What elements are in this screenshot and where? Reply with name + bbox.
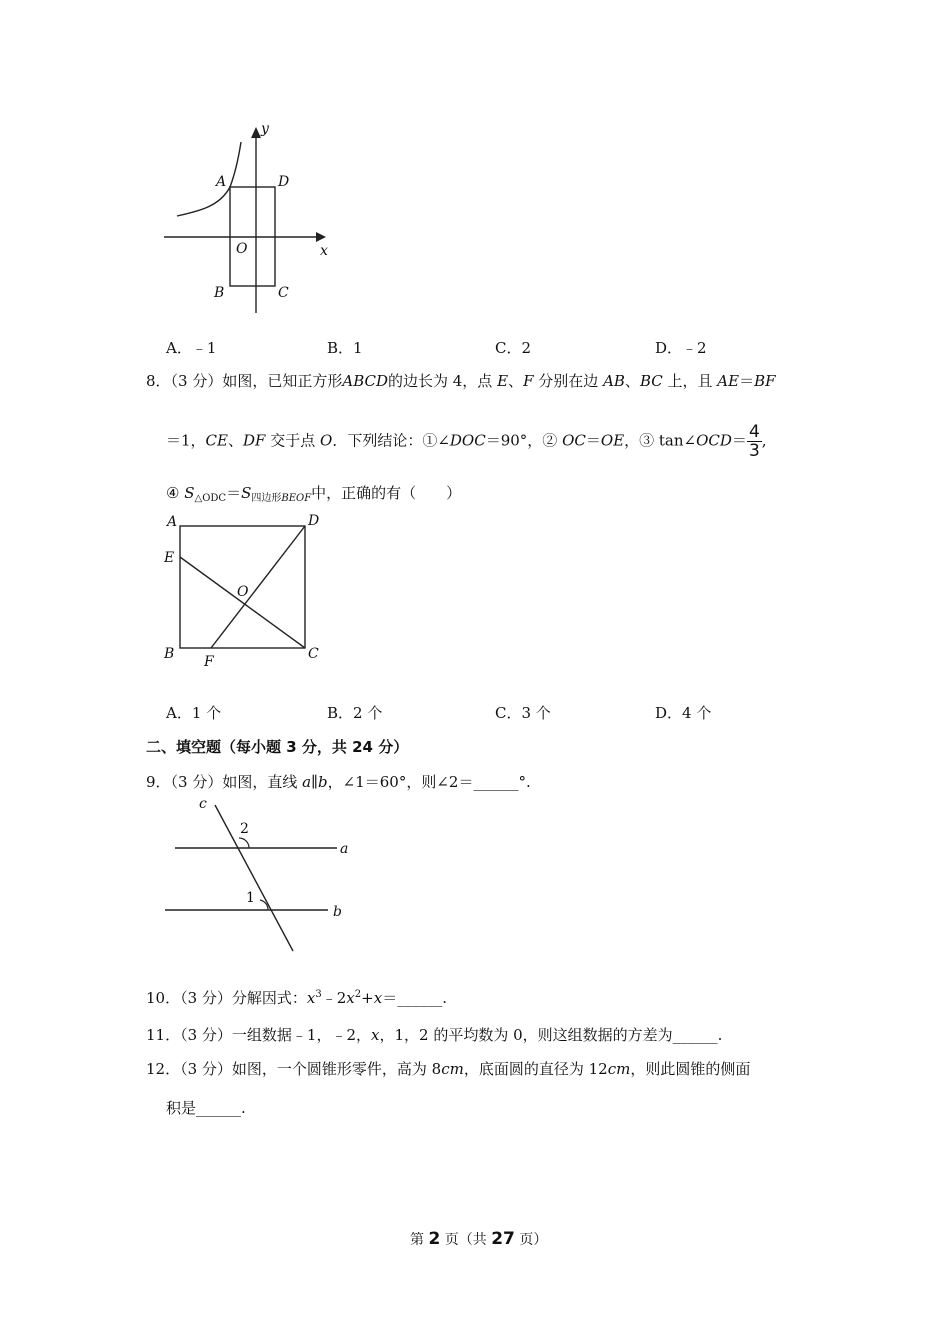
q8-text: ＝	[226, 484, 242, 502]
q8-option-d: D．4 个	[655, 704, 712, 722]
q8-text: 上，且	[667, 372, 713, 390]
q8-var: ABCD	[342, 372, 388, 390]
fraction-4-3	[747, 423, 762, 460]
hyperbola-curve	[177, 142, 241, 216]
label-c: C	[278, 285, 289, 301]
label-b: b	[333, 904, 342, 920]
footer-page-number: 2	[428, 1229, 441, 1249]
q8-var: BF	[754, 372, 776, 390]
label-d: D	[308, 513, 320, 529]
y-axis-arrow	[251, 127, 261, 138]
q8-text: 、	[624, 372, 640, 390]
q8-text: ＝	[731, 431, 747, 450]
q8-text: 分别在边	[538, 372, 599, 390]
footer-text: 页）	[519, 1232, 548, 1248]
q8-var: S	[184, 484, 195, 502]
q8-subscript: 四边形	[251, 493, 282, 504]
q11-text: 11．（3 分）一组数据﹣1，﹣2，	[146, 1026, 371, 1044]
label-c: c	[199, 796, 207, 812]
label-a: A	[167, 514, 178, 530]
segment-df	[211, 526, 305, 648]
q8-var: OCD	[696, 431, 732, 450]
q12-unit: cm	[607, 1060, 631, 1078]
q8-var: O	[320, 431, 333, 450]
label-d: D	[278, 174, 290, 190]
q7-option-c: C．2	[495, 339, 532, 357]
q8-var: E	[497, 372, 509, 390]
x-axis-arrow	[316, 232, 326, 242]
q8-subscript: △ODC	[194, 493, 227, 504]
q8-var: CE	[205, 431, 228, 450]
q9-figure	[155, 795, 365, 955]
q10-exponent: 2	[354, 989, 362, 1000]
angle-2-arc	[239, 838, 249, 848]
q10-text: ＝______.	[382, 989, 447, 1007]
q8-var: DOC	[449, 431, 486, 450]
q10-text: 10．（3 分）分解因式：	[146, 989, 307, 1007]
page-footer	[410, 1229, 547, 1249]
q12-line-2: 积是______.	[166, 1099, 246, 1117]
q8-text: 的边长为 4，点	[388, 372, 493, 390]
q9-text: 9．（3 分）如图，直线	[146, 773, 298, 791]
q8-text: ,	[761, 431, 767, 450]
q8-var: F	[523, 372, 534, 390]
q8-var: OE	[600, 431, 625, 450]
label-b: B	[214, 285, 225, 301]
q8-option-c: C．3 个	[495, 704, 551, 722]
q8-figure	[155, 508, 335, 673]
q8-text: ④	[166, 484, 180, 502]
q12-line-1	[146, 1058, 750, 1079]
q7-option-d: D．﹣2	[655, 339, 707, 357]
q10-text: +	[361, 989, 374, 1007]
label-c: C	[308, 646, 319, 662]
label-a: a	[340, 841, 349, 857]
q7-figure	[150, 115, 350, 320]
q10-var: x	[306, 989, 316, 1007]
transversal-c	[215, 805, 293, 951]
label-o: O	[236, 241, 248, 257]
footer-total-pages: 27	[491, 1229, 515, 1249]
q8-var: BC	[639, 372, 663, 390]
q12-text: ，底面圆的直径为 12	[463, 1060, 608, 1078]
q10-text: ﹣2	[321, 989, 347, 1007]
q7-option-a: A．﹣1	[166, 339, 217, 357]
q8-text: ，③ tan∠	[624, 431, 697, 450]
segment-ce	[180, 557, 305, 648]
q8-var: S	[241, 484, 252, 502]
q11-var: x	[371, 1026, 380, 1044]
q8-line-3	[166, 482, 461, 504]
q8-text: ＝	[739, 372, 755, 390]
q9-text: ，∠1＝60°，则∠2＝______°.	[327, 773, 531, 791]
q8-text: ＝1，	[166, 431, 206, 450]
q10-line	[146, 987, 447, 1008]
q12-text: 12．（3 分）如图，一个圆锥形零件，高为 8	[146, 1060, 442, 1078]
label-a: A	[216, 174, 227, 190]
fraction-numerator: 4	[748, 422, 760, 442]
label-angle-2: 2	[240, 821, 249, 837]
q8-var: AE	[717, 372, 740, 390]
q10-exponent: 3	[315, 989, 322, 1000]
footer-text: 第	[410, 1232, 424, 1248]
q8-var: AB	[603, 372, 625, 390]
q11-line	[146, 1024, 722, 1045]
fraction-denominator: 3	[748, 441, 760, 461]
q8-text: ．下列结论：①∠	[332, 431, 450, 450]
label-b: B	[164, 646, 175, 662]
q8-line-1	[146, 370, 776, 391]
label-y: y	[261, 121, 269, 137]
q8-text: 中，正确的有（ ）	[311, 484, 462, 502]
q7-option-b: B．1	[327, 339, 363, 357]
q8-text: 交于点	[270, 431, 316, 450]
q8-option-b: B．2 个	[327, 704, 383, 722]
footer-text: 页（共	[444, 1232, 487, 1248]
label-f: F	[204, 654, 214, 670]
q11-text: ，1，2 的平均数为 0，则这组数据的方差为______.	[379, 1026, 723, 1044]
q9-text: ∥	[311, 773, 319, 791]
q9-line	[146, 771, 531, 792]
label-x: x	[320, 243, 328, 259]
q12-text: ，则此圆锥的侧面	[630, 1060, 751, 1078]
q9-var: a	[302, 773, 312, 791]
q8-var: OC	[562, 431, 586, 450]
q10-var: x	[373, 989, 383, 1007]
q12-unit: cm	[441, 1060, 464, 1078]
q8-text: 、	[508, 372, 524, 390]
q8-subscript: BEOF	[281, 493, 312, 504]
q8-option-a: A．1 个	[166, 704, 222, 722]
q8-text: ＝90°，②	[485, 431, 558, 450]
label-e: E	[164, 550, 175, 566]
label-angle-1: 1	[246, 890, 255, 906]
q8-var: DF	[243, 431, 266, 450]
q8-text: ＝	[585, 431, 601, 450]
q8-text: 8．（3 分）如图，已知正方形	[146, 372, 343, 390]
q8-text: 、	[227, 431, 243, 450]
q9-var: b	[318, 773, 328, 791]
section-2-title: 二、填空题（每小题 3 分，共 24 分）	[146, 738, 409, 756]
q8-line-2	[166, 423, 767, 460]
label-o: O	[237, 584, 249, 600]
q10-var: x	[346, 989, 355, 1007]
